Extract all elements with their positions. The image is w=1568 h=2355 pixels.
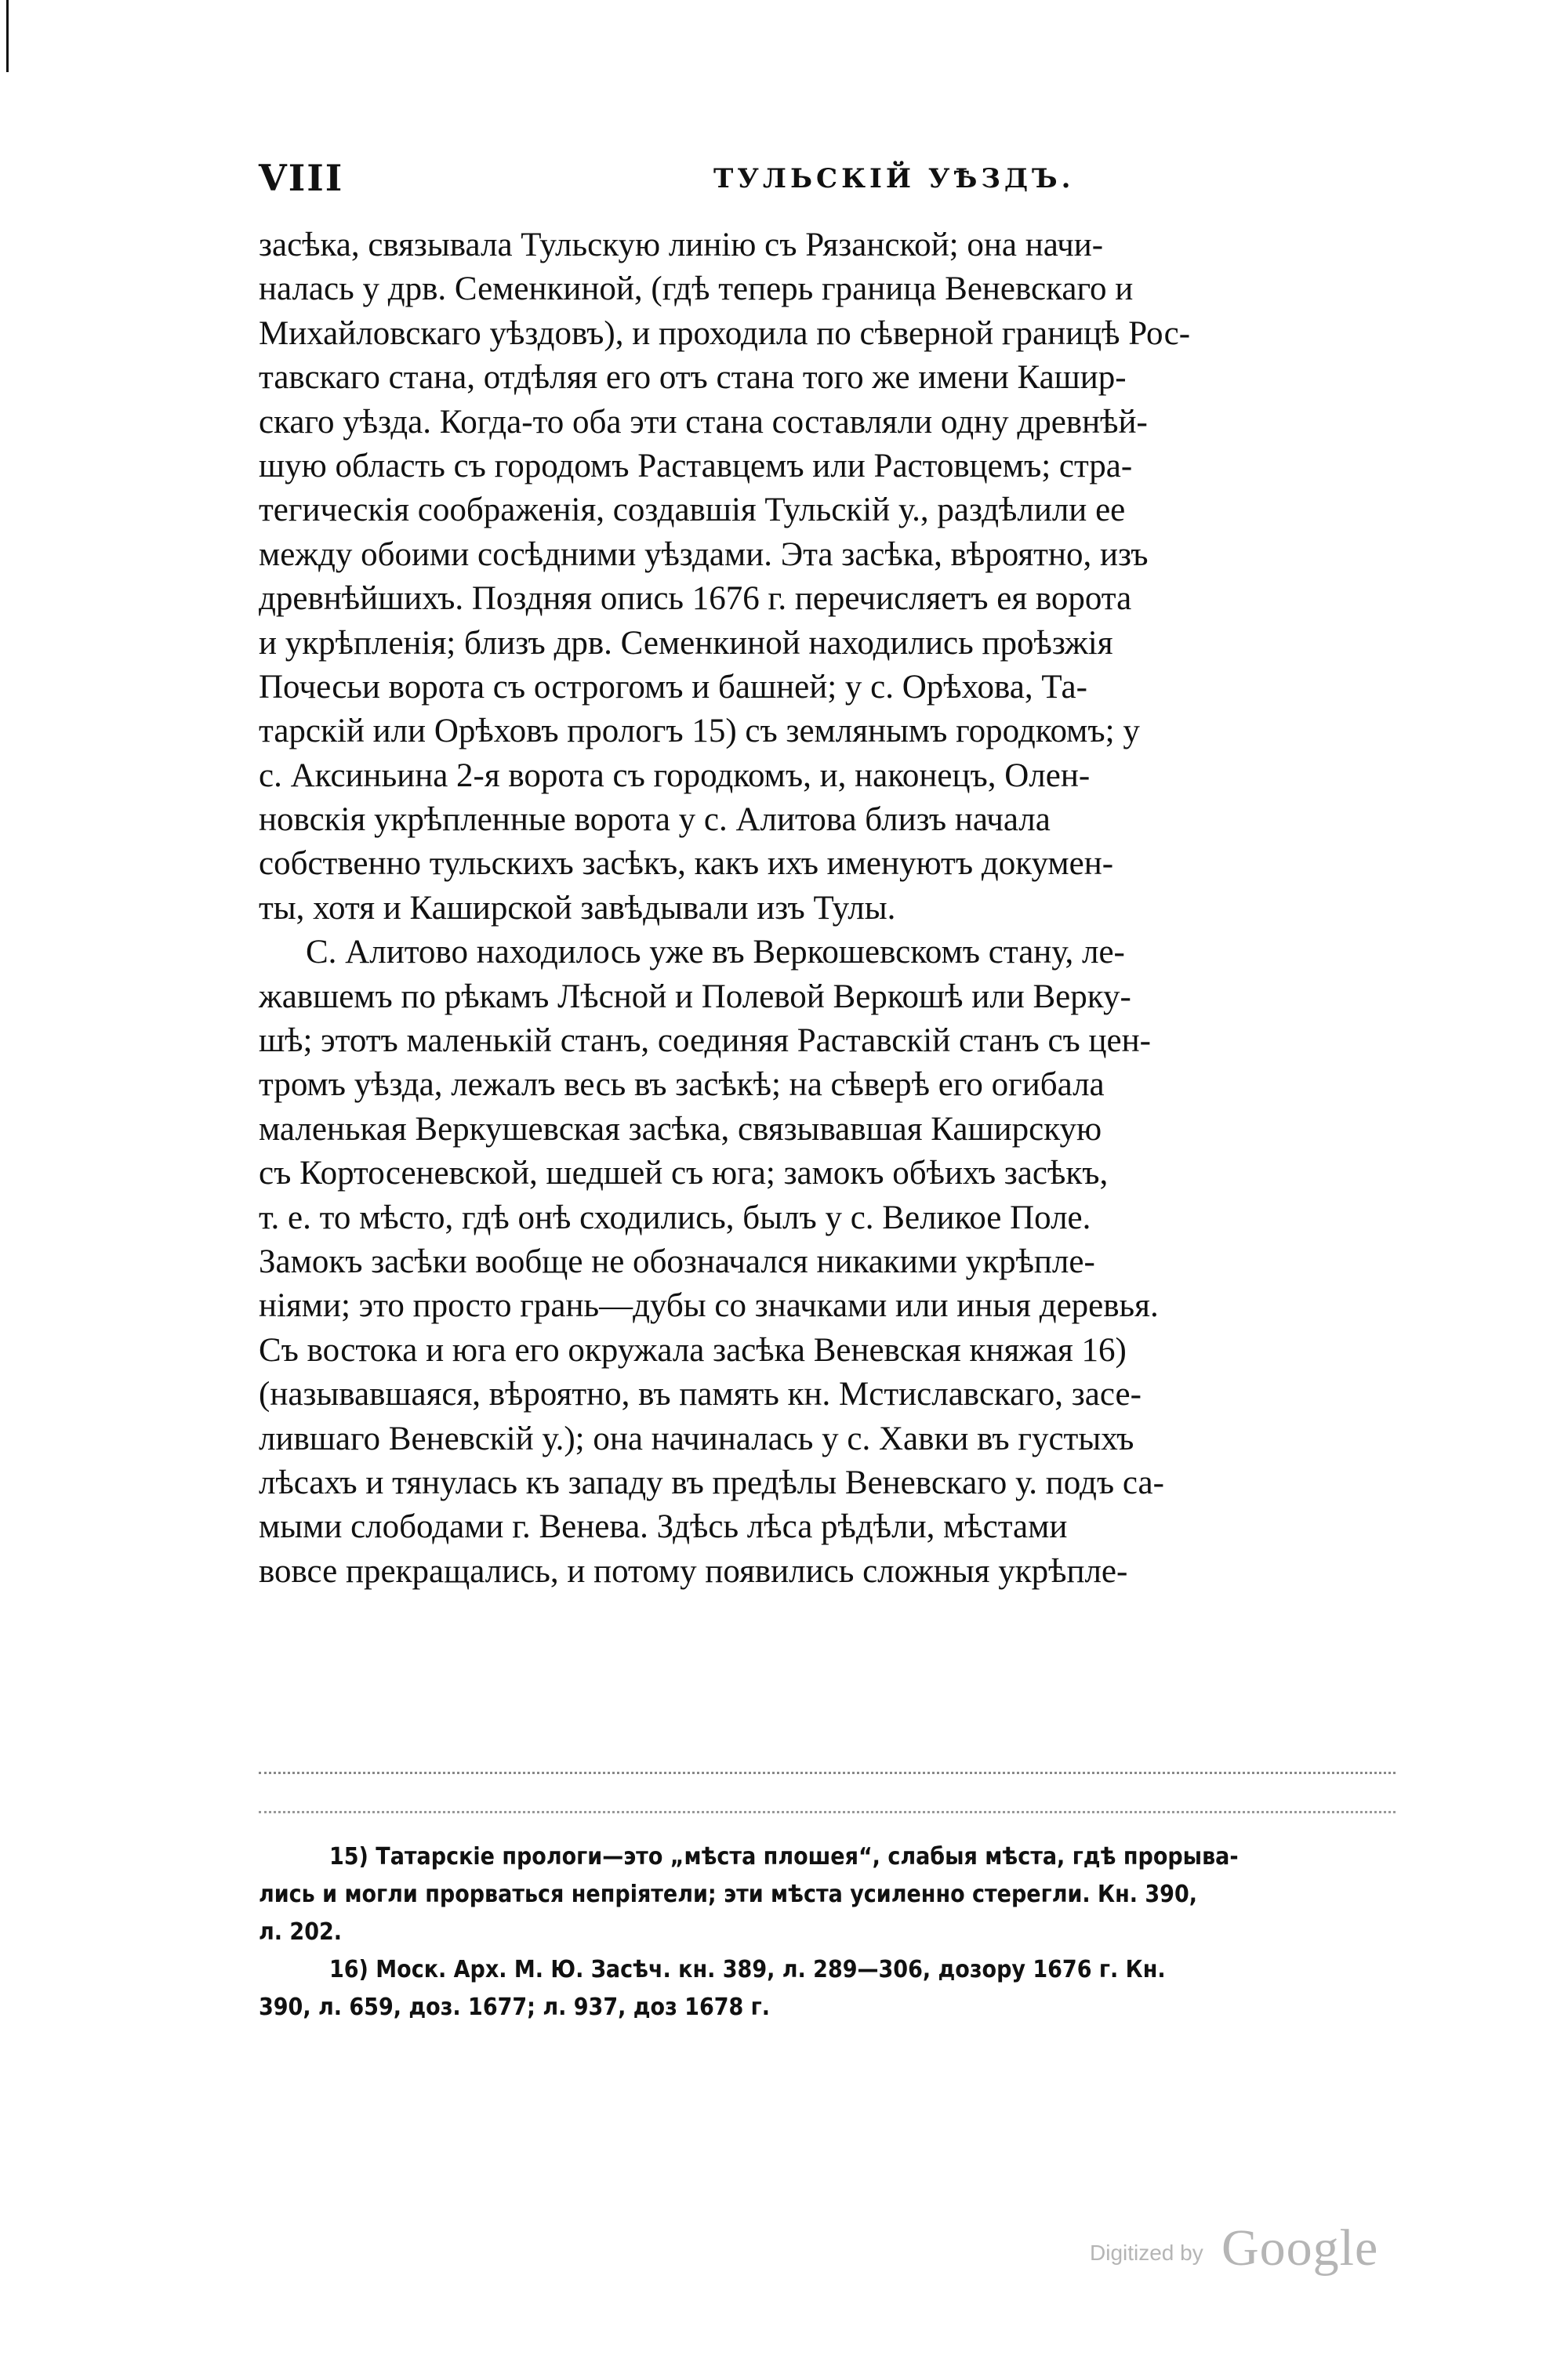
text-line: вовсе прекращались, и потому появились сложныя укрѣпле- [259,1552,1128,1590]
text-line: тегическія соображенія, создавшія Тульскій у., раздѣлили ее [259,492,1126,529]
dotted-rule [259,1811,1396,1821]
text-line: Замокъ засѣки вообще не обозначался никакими укрѣпле- [259,1243,1095,1280]
text-line: собственно тульскихъ засѣкъ, какъ ихъ именуютъ докумен- [259,845,1114,883]
text-line: между обоими сосѣдними уѣздами. Эта засѣка, вѣроятно, изъ [259,535,1149,573]
page-header [259,157,1396,212]
footnote-line: лись и могли прорваться непріятели; эти мѣста усиленно стерегли. Кн. 390, [259,1881,1197,1908]
scan-edge-line [6,0,9,72]
text-line: Съ востока и юга его окружала засѣка Веневская княжая 16) [259,1331,1127,1369]
text-line: шую область съ городомъ Раставцемъ или Растовцемъ; стра- [259,447,1133,484]
text-line: т. е. то мѣсто, гдѣ онѣ сходились, былъ у с. Великое Поле. [259,1199,1091,1236]
text-line: ніями; это просто грань—дубы со значками или иныя деревья. [259,1287,1159,1325]
footnote-line: 390, л. 659, доз. 1677; л. 937, доз 1678 г. [259,1994,771,2021]
bleed-through-separator [259,1772,1396,1827]
running-title: ТУЛЬСКІЙ УѢЗДЪ. [713,163,1075,194]
text-line: тромъ уѣзда, лежалъ весь въ засѣкѣ; на сѣверѣ его огибала [259,1066,1105,1104]
footnote-line: 16) Моск. Арх. М. Ю. Засѣч. кн. 389, л. 289—306, дозору 1676 г. Кн. [329,1956,1166,1983]
text-line: жавшемъ по рѣкамъ Лѣсной и Полевой Веркошѣ или Верку- [259,978,1131,1015]
digitized-label: Digitized by [1090,2241,1203,2265]
text-line: (называвшаяся, вѣроятно, въ память кн. Мстиславскаго, засе- [259,1376,1142,1413]
text-line: скаго уѣзда. Когда-то оба эти стана составляли одну древнѣй- [259,403,1148,441]
google-logo: Google [1221,2219,1379,2277]
page-number: VIII [259,157,344,199]
footnote-line: л. 202. [259,1918,343,1946]
footnotes [259,1838,1396,2027]
text-line: тавскаго стана, отдѣляя его отъ стана того же имени Кашир- [259,359,1127,397]
text-line: шѣ; этотъ маленькій станъ, соединяя Раставскій станъ съ цен- [259,1022,1151,1060]
main-text [259,223,1396,1594]
text-line: тарскій или Орѣховъ прологъ 15) съ землянымъ городкомъ; у [259,713,1140,750]
text-line: Михайловскаго уѣздовъ), и проходила по сѣверной границѣ Рос- [259,314,1191,352]
digitized-watermark [1090,2219,1419,2281]
text-line: засѣка, связывала Тульскую линію съ Рязанской; она начи- [259,227,1104,263]
text-line: и укрѣпленія; близъ дрв. Семенкиной находились проѣзжія [259,624,1113,662]
text-line: Почесьи ворота съ острогомъ и башней; у с. Орѣхова, Та- [259,668,1087,706]
text-line: мыми слободами г. Венева. Здѣсь лѣса рѣдѣли, мѣстами [259,1508,1068,1546]
text-line: ты, хотя и Каширской завѣдывали изъ Тулы. [259,889,896,927]
dotted-rule [259,1772,1396,1785]
text-line: новскія укрѣпленные ворота у с. Алитова близъ начала [259,801,1051,839]
footnote-line: 15) Татарскіе прологи—это „мѣста плошея“, слабыя мѣста, гдѣ прорыва- [329,1843,1239,1871]
text-line: лѣсахъ и тянулась къ западу въ предѣлы Веневскаго у. подъ са- [259,1464,1164,1501]
text-line: налась у дрв. Семенкиной, (гдѣ теперь граница Веневскаго и [259,270,1134,308]
text-line: С. Алитово находилось уже въ Веркошевскомъ стану, ле- [306,934,1125,971]
text-line: лившаго Веневскій у.); она начиналась у с. Хавки въ густыхъ [259,1420,1134,1457]
text-line: съ Кортосеневской, шедшей съ юга; замокъ обѣихъ засѣкъ, [259,1155,1109,1192]
text-line: древнѣйшихъ. Поздняя опись 1676 г. перечисляетъ ея ворота [259,580,1132,618]
text-line: маленькая Веркушевская засѣка, связывавшая Каширскую [259,1110,1102,1148]
text-line: с. Аксиньина 2-я ворота съ городкомъ, и, наконецъ, Олен- [259,757,1091,794]
